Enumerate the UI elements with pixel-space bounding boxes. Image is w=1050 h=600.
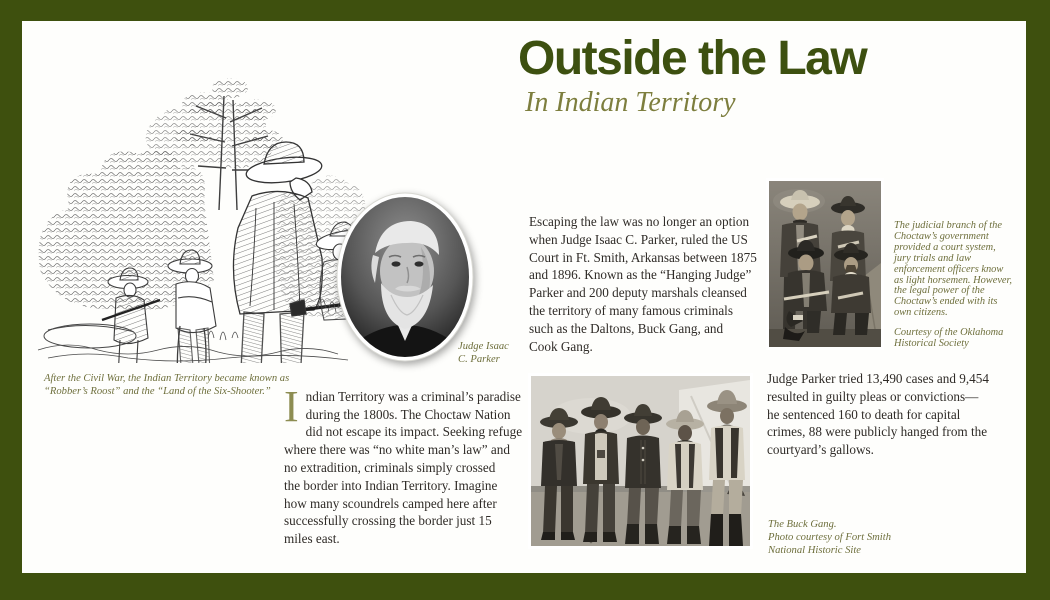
page-title: Outside the Law [518,32,867,85]
lighthorsemen-caption-block [894,221,1026,350]
illustration-caption: After the Civil War, the Indian Territory became known as “Robber’s Roost” and the “Land of the Six-Shooter.” [44,373,290,397]
exhibit-panel [22,21,1026,573]
paragraph-indian-territory-text: ndian Territory was a criminal’s paradise during the 1800s. The Choctaw Nation did not escape its impact. Seeking refuge where there was “no white man’s law” and no extradition, criminals simply crossed the border into Indian Territory. Imagine how many scoundrels camped here after successfully crossing the border just 15 miles east. [284,388,523,547]
outlaws-illustration-icon [28,58,368,368]
buck-gang-credit: The Buck Gang. Photo courtesy of Fort Smith National Historic Site [768,519,891,556]
lighthorsemen-photo [766,178,884,350]
buck-gang-photo [528,373,753,549]
lighthorsemen-credit: Courtesy of the Oklahoma Historical Society [894,327,1004,350]
paragraph-judge-parker: Judge Parker tried 13,490 cases and 9,454 resulted in guilty pleas or convictions— he sentenced 160 to death for capital crimes, 88 were publicly hanged from the courtyard’s gallows. [767,371,989,458]
portrait-caption: Judge Isaac C. Parker [458,341,509,365]
lighthorsemen-caption: The judicial branch of the Choctaw’s government provided a court system, jury trials and law enforcement officers know as light horsemen. However, the legal power of the Choctaw’s ended with its own citizens. [894,220,1013,319]
paragraph-indian-territory [284,370,536,548]
dropcap-letter: I [284,381,299,431]
page-subtitle: In Indian Territory [525,87,736,118]
judge-parker-portrait [335,191,475,368]
paragraph-escaping: Escaping the law was no longer an option when Judge Isaac C. Parker, ruled the US Court in Ft. Smith, Arkansas between 1875 and 1896. Known as the “Hanging Judge” Parker and 200 deputy marshals cleansed the territory of many famous criminals such as the Daltons, Buck Gang, and Cook Gang. [529,214,757,354]
